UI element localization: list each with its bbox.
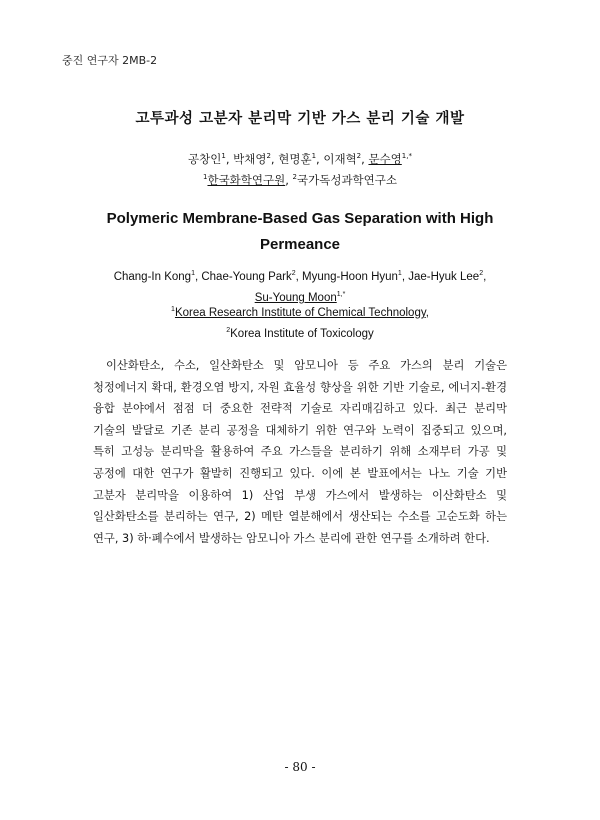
korean-title: 고투과성 고분자 분리막 기반 가스 분리 기술 개발	[135, 111, 465, 127]
affiliation-sup: 1	[203, 173, 208, 182]
affiliation-name: Korea Research Institute of Chemical Technology	[174, 307, 426, 319]
affiliation-name: 국가독성과학연구소	[297, 173, 397, 187]
author-sup: 2	[356, 152, 362, 161]
session-label: 중진 연구자 2MB-2	[62, 54, 158, 67]
affiliation-sup: 2	[226, 327, 231, 335]
english-authors: Chang-In Kong$^1$, Chae-Young Park$^2$, Myung-Hoon Hyun$^1$, Jae-Hyuk Lee$^2$, Su-Young Moon$^{1,*}$	[113, 270, 487, 304]
author-sup: 2	[291, 270, 296, 278]
abstract-body: 이산화탄소, 수소, 일산화탄소 및 암모니아 등 주요 가스의 분리 기술은 청정에너지 확대, 환경오염 방지, 자원 효율성 향상을 위한 기반 기술로, 에너지-환경 융합 분야에서 점점 더 중요한 전략적 기술로 자리매김하고 있다. 최근 분리막 기술의 발달로 기존 분리 공정을 대체하기 위한 연구와 노력이 집중되고 있으며, 특히 고성능 분리막을 활용하여 주요 가스들을 분리하기 위해 소재부터 가공 및 공정에 대한 연구가 활발히 진행되고 있다. 이에 본 발표에서는 나노 기술 기반 고분자 분리막을 이용하여 1) 산업 부생 가스에서 발생하는 이산화탄소 및 일산화탄소를 분리하는 연구, 2) 메탄 열분해에서 생산되는 수소를 고순도화 하는 연구, 3) 하·폐수에서 발생하는 암모니아 가스 분리에 관한 연구를 소개하려 한다.	[93, 359, 507, 545]
author-name: Jae-Hyuk Lee	[408, 271, 480, 283]
author-name: Myung-Hoon Hyun	[302, 271, 398, 283]
author-sup: 2	[479, 270, 484, 278]
author-name: Chae-Young Park	[201, 271, 292, 283]
corresponding-author-name: Su-Young Moon	[254, 292, 337, 304]
page-number: - 80 -	[284, 760, 316, 774]
author-sup: 2	[266, 152, 271, 161]
author-sup: 1,*	[336, 291, 346, 299]
affiliation-name: Korea Institute of Toxicology	[230, 328, 374, 340]
korean-affiliations: $^1$한국화학연구원, $^2$국가독성과학연구소	[203, 173, 397, 187]
author-name: 이재혁	[323, 152, 357, 166]
author-name: 박채영	[233, 152, 267, 166]
author-name: 현명훈	[278, 152, 312, 166]
author-sup: 1,*	[401, 152, 412, 161]
author-sup: 1	[221, 152, 226, 161]
corresponding-author-name: 문수영	[368, 152, 402, 166]
english-title: Polymeric Membrane-Based Gas Separation with High Permeance	[106, 210, 494, 253]
author-sup: 1	[397, 270, 402, 278]
author-name: 공창인	[188, 152, 222, 166]
english-affiliations: $^1$Korea Research Institute of Chemical Technology, $^2$Korea Institute of Toxicology	[171, 306, 429, 340]
affiliation-sup: 2	[292, 173, 298, 182]
affiliation-sup: 1	[171, 306, 175, 314]
korean-authors: 공창인$^1$, 박채영$^2$, 현명훈$^1$, 이재혁$^2$, 문수영$^{1,*}$	[188, 152, 412, 166]
author-sup: 1	[311, 152, 317, 161]
author-name: Chang-In Kong	[113, 271, 192, 283]
affiliation-name: 한국화학연구원	[207, 173, 286, 187]
author-sup: 1	[191, 270, 195, 278]
